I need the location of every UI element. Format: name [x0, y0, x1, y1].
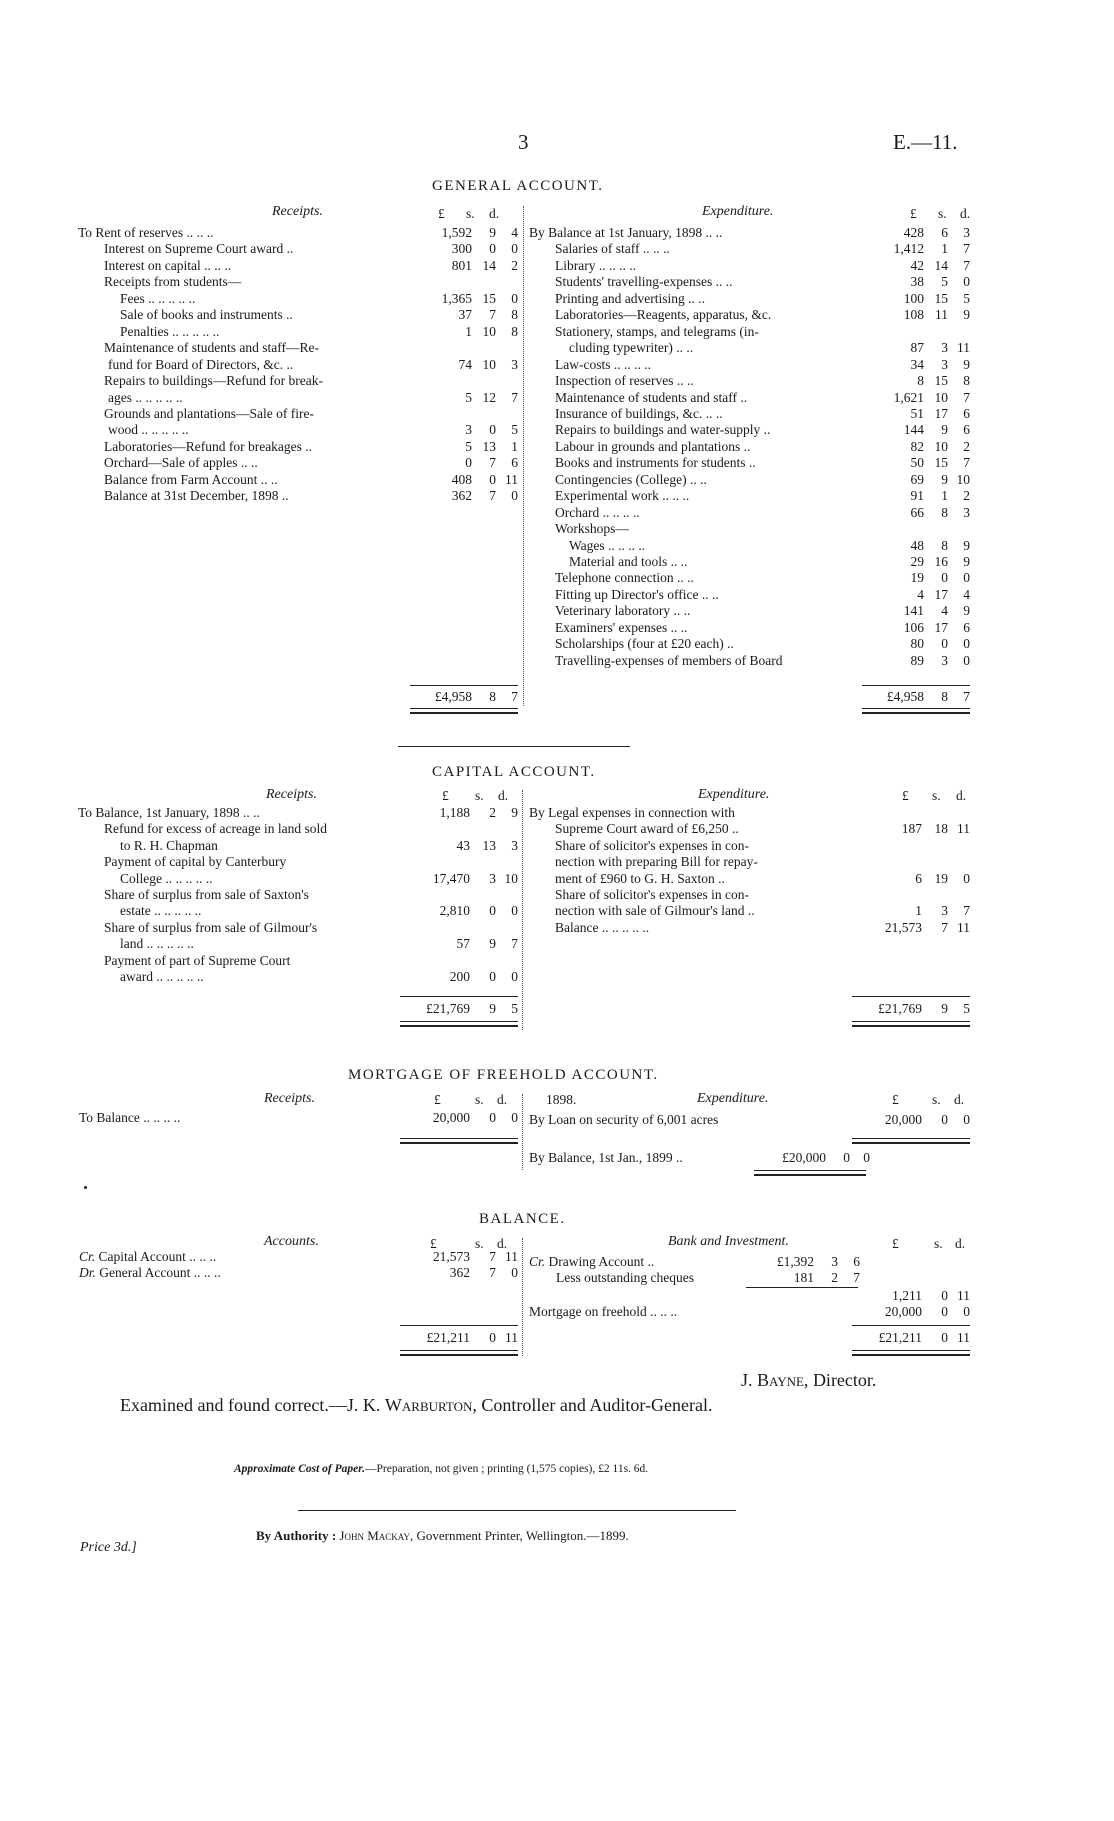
- total-double-rule: [400, 1138, 518, 1144]
- line-item-label: Grounds and plantations—Sale of fire-: [104, 405, 314, 421]
- line-item-label: to R. H. Chapman: [120, 837, 218, 853]
- pound-col-head: £: [438, 206, 445, 221]
- line-item-amount: 29 16 9: [910, 554, 970, 569]
- line-item-amount: 1,365 15 0: [441, 290, 518, 306]
- total-double-rule: [852, 1021, 970, 1027]
- line-item-label: Share of solicitor's expenses in con-: [555, 887, 750, 902]
- line-item-label: wood .. .. .. .. ..: [108, 422, 189, 438]
- expenditure-total: £4,958 8 7: [886, 689, 970, 704]
- outstanding-cheques-line: Less outstanding cheques: [556, 1270, 694, 1285]
- line-item-amount: 19 0 0: [910, 570, 970, 586]
- line-item-label: Material and tools .. ..: [569, 554, 688, 569]
- bank-header: Bank and Investment.: [668, 1234, 789, 1249]
- total-rule: [862, 685, 970, 686]
- total-rule: [852, 1325, 970, 1326]
- line-item-amount: 5 13 1: [465, 438, 518, 454]
- line-item-label: Maintenance of students and staff ..: [555, 389, 748, 405]
- total-double-rule: [410, 708, 518, 714]
- accounts-header: Accounts.: [264, 1234, 319, 1249]
- net-bank-amount: 1,211 0 11: [892, 1288, 970, 1303]
- line-item-amount: 4 17 4: [917, 586, 970, 602]
- expenditure-header: Expenditure.: [697, 1091, 769, 1106]
- line-item-label: Library .. .. .. ..: [555, 257, 636, 273]
- line-item-label: Payment of capital by Canterbury: [104, 854, 287, 870]
- line-item-label: nection with preparing Bill for repay-: [555, 854, 758, 870]
- line-item-label: ment of £960 to G. H. Saxton ..: [555, 870, 725, 886]
- line-item-amount: 408 0 11: [451, 471, 518, 487]
- shilling-col-head: s.: [475, 1236, 484, 1251]
- line-item-label: Refund for excess of acreage in land sold: [104, 821, 328, 837]
- line-item-label: To Rent of reserves .. .. ..: [78, 225, 214, 240]
- line-item-amount: 43 13 3: [456, 837, 518, 853]
- line-item-amount: 108 11 9: [903, 307, 970, 323]
- line-item-amount: 1,592 9 4: [441, 225, 518, 240]
- line-item-label: Examiners' expenses .. ..: [555, 619, 688, 635]
- line-item-amount: 5 12 7: [465, 389, 518, 405]
- line-item-label: Repairs to buildings and water-supply ..: [555, 422, 771, 438]
- shilling-col-head: s.: [932, 1092, 941, 1107]
- line-item-label: award .. .. .. .. ..: [120, 969, 204, 984]
- year-label: 1898.: [546, 1092, 577, 1107]
- mortgage-balance-line: By Balance, 1st Jan., 1899 ..: [529, 1150, 683, 1165]
- line-item-amount: 1 10 8: [465, 323, 518, 339]
- line-item-amount: 362 7 0: [451, 488, 518, 504]
- line-item-label: Scholarships (four at £20 each) ..: [555, 636, 734, 652]
- mortgage-receipt-line: To Balance .. .. .. ..: [79, 1110, 181, 1125]
- line-item-label: College .. .. .. .. ..: [120, 870, 213, 886]
- line-item-label: Fees .. .. .. .. ..: [120, 290, 196, 306]
- line-item-label: Labour in grounds and plantations ..: [555, 438, 751, 454]
- line-item-amount: 1,188 2 9: [439, 805, 518, 820]
- account-amount: 21,573 7 11: [432, 1249, 518, 1264]
- line-item-amount: 100 15 5: [903, 290, 970, 306]
- line-item-amount: 1 3 7: [915, 903, 970, 919]
- line-item-amount: 17,470 3 10: [432, 870, 518, 886]
- line-item-label: Supreme Court award of £6,250 ..: [555, 821, 739, 837]
- shilling-col-head: s.: [475, 1092, 484, 1107]
- line-item-amount: 34 3 9: [910, 356, 970, 372]
- line-item-label: Telephone connection .. ..: [555, 570, 694, 586]
- receipts-header: Receipts.: [266, 787, 317, 802]
- column-divider: [523, 206, 524, 706]
- shilling-col-head: s.: [934, 1236, 943, 1251]
- total-rule: [852, 996, 970, 997]
- pound-col-head: £: [434, 1092, 441, 1107]
- line-item-label: Inspection of reserves .. ..: [555, 373, 694, 389]
- line-item-label: Balance from Farm Account .. ..: [104, 471, 278, 487]
- line-item-amount: 187 18 11: [901, 821, 970, 837]
- line-item-label: Orchard—Sale of apples .. ..: [104, 455, 258, 471]
- total-rule: [410, 685, 518, 686]
- line-item-label: Interest on Supreme Court award ..: [104, 241, 294, 257]
- pence-col-head: d.: [960, 206, 971, 221]
- expenditure-header: Expenditure.: [698, 787, 770, 802]
- line-item-amount: 2,810 0 0: [439, 903, 518, 919]
- general-account-title: GENERAL ACCOUNT.: [432, 178, 604, 194]
- line-item-label: Laboratories—Refund for breakages ..: [104, 438, 313, 454]
- drawing-account-line: Cr. Drawing Account ..: [529, 1254, 655, 1269]
- pence-col-head: d.: [955, 1236, 966, 1251]
- mortgage-freehold-amount: 20,000 0 0: [884, 1304, 970, 1319]
- line-item-amount: 428 6 3: [903, 225, 970, 240]
- section-separator: [398, 746, 630, 747]
- line-item-label: Balance at 31st December, 1898 ..: [104, 488, 289, 504]
- pence-col-head: d.: [497, 1092, 508, 1107]
- pound-col-head: £: [902, 788, 909, 803]
- line-item-label: By Legal expenses in connection with: [529, 805, 735, 820]
- line-item-label: Books and instruments for students ..: [555, 455, 756, 471]
- account-amount: 362 7 0: [449, 1265, 518, 1280]
- expenditure-total: £21,769 9 5: [878, 1001, 970, 1016]
- line-item-label: nection with sale of Gilmour's land ..: [555, 903, 755, 919]
- mortgage-expenditure-amount: 20,000 0 0: [884, 1112, 970, 1127]
- receipts-header: Receipts.: [264, 1091, 315, 1106]
- total-double-rule: [754, 1170, 866, 1176]
- line-item-label: cluding typewriter) .. ..: [569, 340, 694, 356]
- document-reference: E.—11.: [893, 130, 958, 154]
- line-item-label: Laboratories—Reagents, apparatus, &c.: [555, 307, 772, 323]
- line-item-label: fund for Board of Directors, &c. ..: [108, 356, 294, 372]
- paper-cost-note: Approximate Cost of Paper.—Preparation, not given ; printing (1,575 copies), £2 11s. 6d.: [234, 1463, 649, 1475]
- price-note: Price 3d.]: [80, 1540, 137, 1555]
- mortgage-expenditure-line: By Loan on security of 6,001 acres: [529, 1112, 719, 1127]
- line-item-amount: 1,621 10 7: [893, 389, 970, 405]
- line-item-label: Stationery, stamps, and telegrams (in-: [555, 323, 759, 339]
- column-divider: [522, 790, 523, 1030]
- line-item-amount: 300 0 0: [451, 241, 518, 257]
- line-item-label: Share of surplus from sale of Gilmour's: [104, 919, 318, 935]
- line-item-label: Fitting up Director's office .. ..: [555, 586, 719, 602]
- line-item-amount: 106 17 6: [903, 619, 970, 635]
- pence-col-head: d.: [954, 1092, 965, 1107]
- line-item-amount: 48 8 9: [910, 537, 970, 553]
- mortgage-freehold-line: Mortgage on freehold .. .. ..: [529, 1304, 678, 1319]
- line-item-amount: 801 14 2: [451, 257, 518, 273]
- line-item-amount: 141 4 9: [903, 603, 970, 619]
- line-item-amount: 91 1 2: [910, 488, 970, 504]
- margin-dot: [84, 1186, 87, 1189]
- pence-col-head: d.: [497, 1236, 508, 1251]
- bank-total: £21,211 0 11: [878, 1330, 970, 1345]
- expenditure-header: Expenditure.: [702, 204, 774, 219]
- pound-col-head: £: [892, 1236, 899, 1251]
- line-item-label: Penalties .. .. .. .. ..: [120, 323, 220, 339]
- receipts-total: £4,958 8 7: [434, 689, 518, 704]
- line-item-label: To Balance, 1st January, 1898 .. ..: [78, 805, 260, 820]
- line-item-label: Interest on capital .. .. ..: [104, 257, 232, 273]
- capital-account-title: CAPITAL ACCOUNT.: [432, 764, 596, 780]
- column-divider: [522, 1238, 523, 1356]
- line-item-amount: 144 9 6: [903, 422, 970, 438]
- pound-col-head: £: [442, 788, 449, 803]
- line-item-label: Share of solicitor's expenses in con-: [555, 837, 750, 853]
- total-double-rule: [852, 1138, 970, 1144]
- line-item-label: Law-costs .. .. .. ..: [555, 356, 651, 372]
- line-item-amount: 1,412 1 7: [893, 241, 970, 257]
- line-item-label: Contingencies (College) .. ..: [555, 471, 707, 487]
- line-item-amount: 87 3 11: [910, 340, 970, 356]
- pound-col-head: £: [910, 206, 917, 221]
- column-divider: [522, 1094, 523, 1170]
- line-item-amount: 42 14 7: [910, 257, 970, 273]
- receipts-total: £21,769 9 5: [426, 1001, 518, 1016]
- line-item-amount: 3 0 5: [465, 422, 518, 438]
- receipts-header: Receipts.: [272, 204, 323, 219]
- line-item-label: land .. .. .. .. ..: [120, 936, 194, 952]
- footer-rule: [298, 1510, 736, 1511]
- line-item-label: By Balance at 1st January, 1898 .. ..: [529, 225, 723, 240]
- line-item-label: Repairs to buildings—Refund for break-: [104, 373, 323, 389]
- line-item-label: Receipts from students—: [104, 274, 242, 290]
- pound-col-head: £: [892, 1092, 899, 1107]
- subtotal-rule: [746, 1287, 858, 1288]
- line-item-amount: 38 5 0: [910, 274, 970, 290]
- director-signature: J. Bayne, Director.: [741, 1370, 877, 1390]
- line-item-amount: 66 8 3: [910, 504, 970, 520]
- mortgage-balance-amount: £20,000 0 0: [782, 1150, 870, 1165]
- total-double-rule: [400, 1350, 518, 1356]
- line-item-amount: 51 17 6: [910, 405, 970, 421]
- line-item-label: Orchard .. .. .. ..: [555, 504, 640, 520]
- total-rule: [400, 996, 518, 997]
- total-double-rule: [400, 1021, 518, 1027]
- line-item-amount: 8 15 8: [917, 373, 970, 389]
- line-item-label: Share of surplus from sale of Saxton's: [104, 887, 309, 902]
- line-item-amount: 50 15 7: [910, 455, 970, 471]
- total-double-rule: [852, 1350, 970, 1356]
- drawing-account-amount: £1,392 3 6: [776, 1254, 860, 1269]
- shilling-col-head: s.: [932, 788, 941, 803]
- account-line: Cr. Capital Account .. .. ..: [79, 1249, 217, 1264]
- line-item-label: Maintenance of students and staff—Re-: [104, 340, 319, 356]
- mortgage-account-title: MORTGAGE OF FREEHOLD ACCOUNT.: [348, 1067, 659, 1083]
- auditor-statement: Examined and found correct.—J. K. Warburton, Controller and Auditor-General.: [120, 1395, 713, 1415]
- line-item-amount: 69 9 10: [910, 471, 970, 487]
- line-item-amount: 80 0 0: [910, 636, 970, 652]
- line-item-amount: 200 0 0: [449, 969, 518, 984]
- page-number: 3: [518, 130, 529, 154]
- line-item-label: Payment of part of Supreme Court: [104, 952, 291, 968]
- pence-col-head: d.: [489, 206, 500, 221]
- line-item-label: Students' travelling-expenses .. ..: [555, 274, 733, 290]
- line-item-label: Insurance of buildings, &c. .. ..: [555, 405, 723, 421]
- line-item-label: Sale of books and instruments ..: [120, 307, 293, 323]
- line-item-label: Travelling-expenses of members of Board: [555, 652, 783, 668]
- line-item-label: Experimental work .. .. ..: [555, 488, 690, 504]
- line-item-amount: 89 3 0: [910, 652, 970, 668]
- balance-title: BALANCE.: [479, 1211, 566, 1227]
- outstanding-cheques-amount: 181 2 7: [793, 1270, 860, 1285]
- line-item-amount: 74 10 3: [458, 356, 518, 372]
- total-double-rule: [862, 708, 970, 714]
- shilling-col-head: s.: [938, 206, 947, 221]
- shilling-col-head: s.: [466, 206, 475, 221]
- line-item-label: Salaries of staff .. .. ..: [555, 241, 670, 257]
- authority-line: By Authority : John Mackay, Government Printer, Wellington.—1899.: [256, 1528, 629, 1543]
- pence-col-head: d.: [956, 788, 967, 803]
- line-item-label: Wages .. .. .. ..: [569, 537, 646, 553]
- line-item-label: Printing and advertising .. ..: [555, 290, 705, 306]
- line-item-amount: 21,573 7 11: [884, 919, 970, 935]
- line-item-label: Veterinary laboratory .. ..: [555, 603, 691, 619]
- shilling-col-head: s.: [475, 788, 484, 803]
- line-item-amount: 6 19 0: [915, 870, 970, 886]
- account-line: Dr. General Account .. .. ..: [79, 1265, 221, 1280]
- line-item-amount: 57 9 7: [456, 936, 518, 952]
- line-item-amount: 0 7 6: [465, 455, 518, 471]
- line-item-label: Workshops—: [555, 521, 629, 537]
- line-item-label: estate .. .. .. .. ..: [120, 903, 202, 919]
- pound-col-head: £: [430, 1236, 437, 1251]
- mortgage-receipt-amount: 20,000 0 0: [432, 1110, 518, 1125]
- line-item-label: Balance .. .. .. .. ..: [555, 919, 650, 935]
- line-item-label: ages .. .. .. .. ..: [108, 389, 183, 405]
- pence-col-head: d.: [498, 788, 509, 803]
- total-rule: [400, 1325, 518, 1326]
- line-item-amount: 82 10 2: [910, 438, 970, 454]
- line-item-amount: 37 7 8: [458, 307, 518, 323]
- accounts-total: £21,211 0 11: [426, 1330, 518, 1345]
